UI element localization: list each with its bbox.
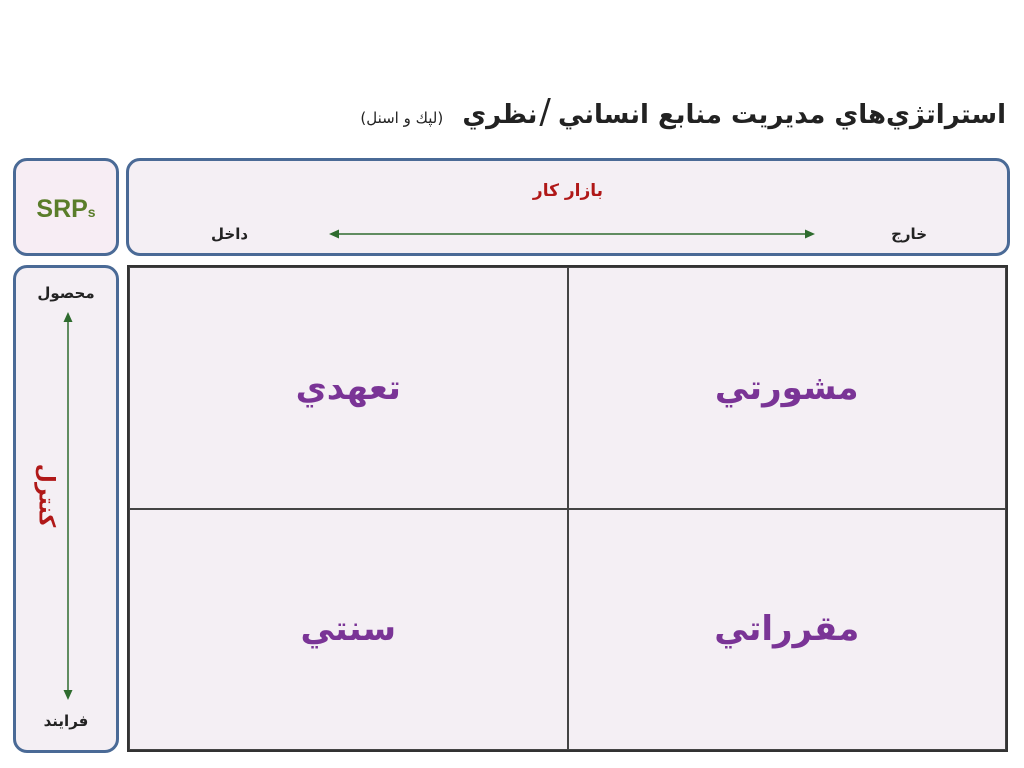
- page-title: [306, 92, 1006, 132]
- srps-subscript: s: [87, 204, 96, 220]
- strategy-matrix: [127, 265, 1008, 752]
- cell-commitment: تعهدي: [129, 267, 568, 509]
- vertical-double-arrow-icon: [61, 312, 75, 700]
- cell-consultative: مشورتي: [568, 267, 1007, 509]
- axis-outside-label: خارج: [891, 225, 927, 243]
- control-label: كنترل: [33, 463, 59, 528]
- axis-product-label: محصول: [37, 284, 95, 302]
- srps-main: SRP: [36, 195, 88, 223]
- srps-label: [16, 195, 116, 224]
- srps-box: [13, 158, 119, 256]
- title-slash: /: [539, 92, 551, 132]
- title-main: استراتژي‌هاي مديريت منابع انساني: [557, 100, 1006, 130]
- cell-traditional: سنتي: [129, 509, 568, 751]
- cell-regulatory: مقرراتي: [568, 509, 1007, 751]
- labor-market-label: بازار كار: [532, 181, 604, 201]
- title-theory: نظري: [462, 100, 538, 130]
- axis-process-label: فرايند: [43, 712, 89, 730]
- title-source: (لپك و اسنل): [360, 109, 444, 127]
- axis-inside-label: داخل: [211, 225, 249, 243]
- labor-market-axis: [126, 158, 1010, 256]
- horizontal-double-arrow-icon: [329, 227, 815, 241]
- control-axis: [13, 265, 119, 753]
